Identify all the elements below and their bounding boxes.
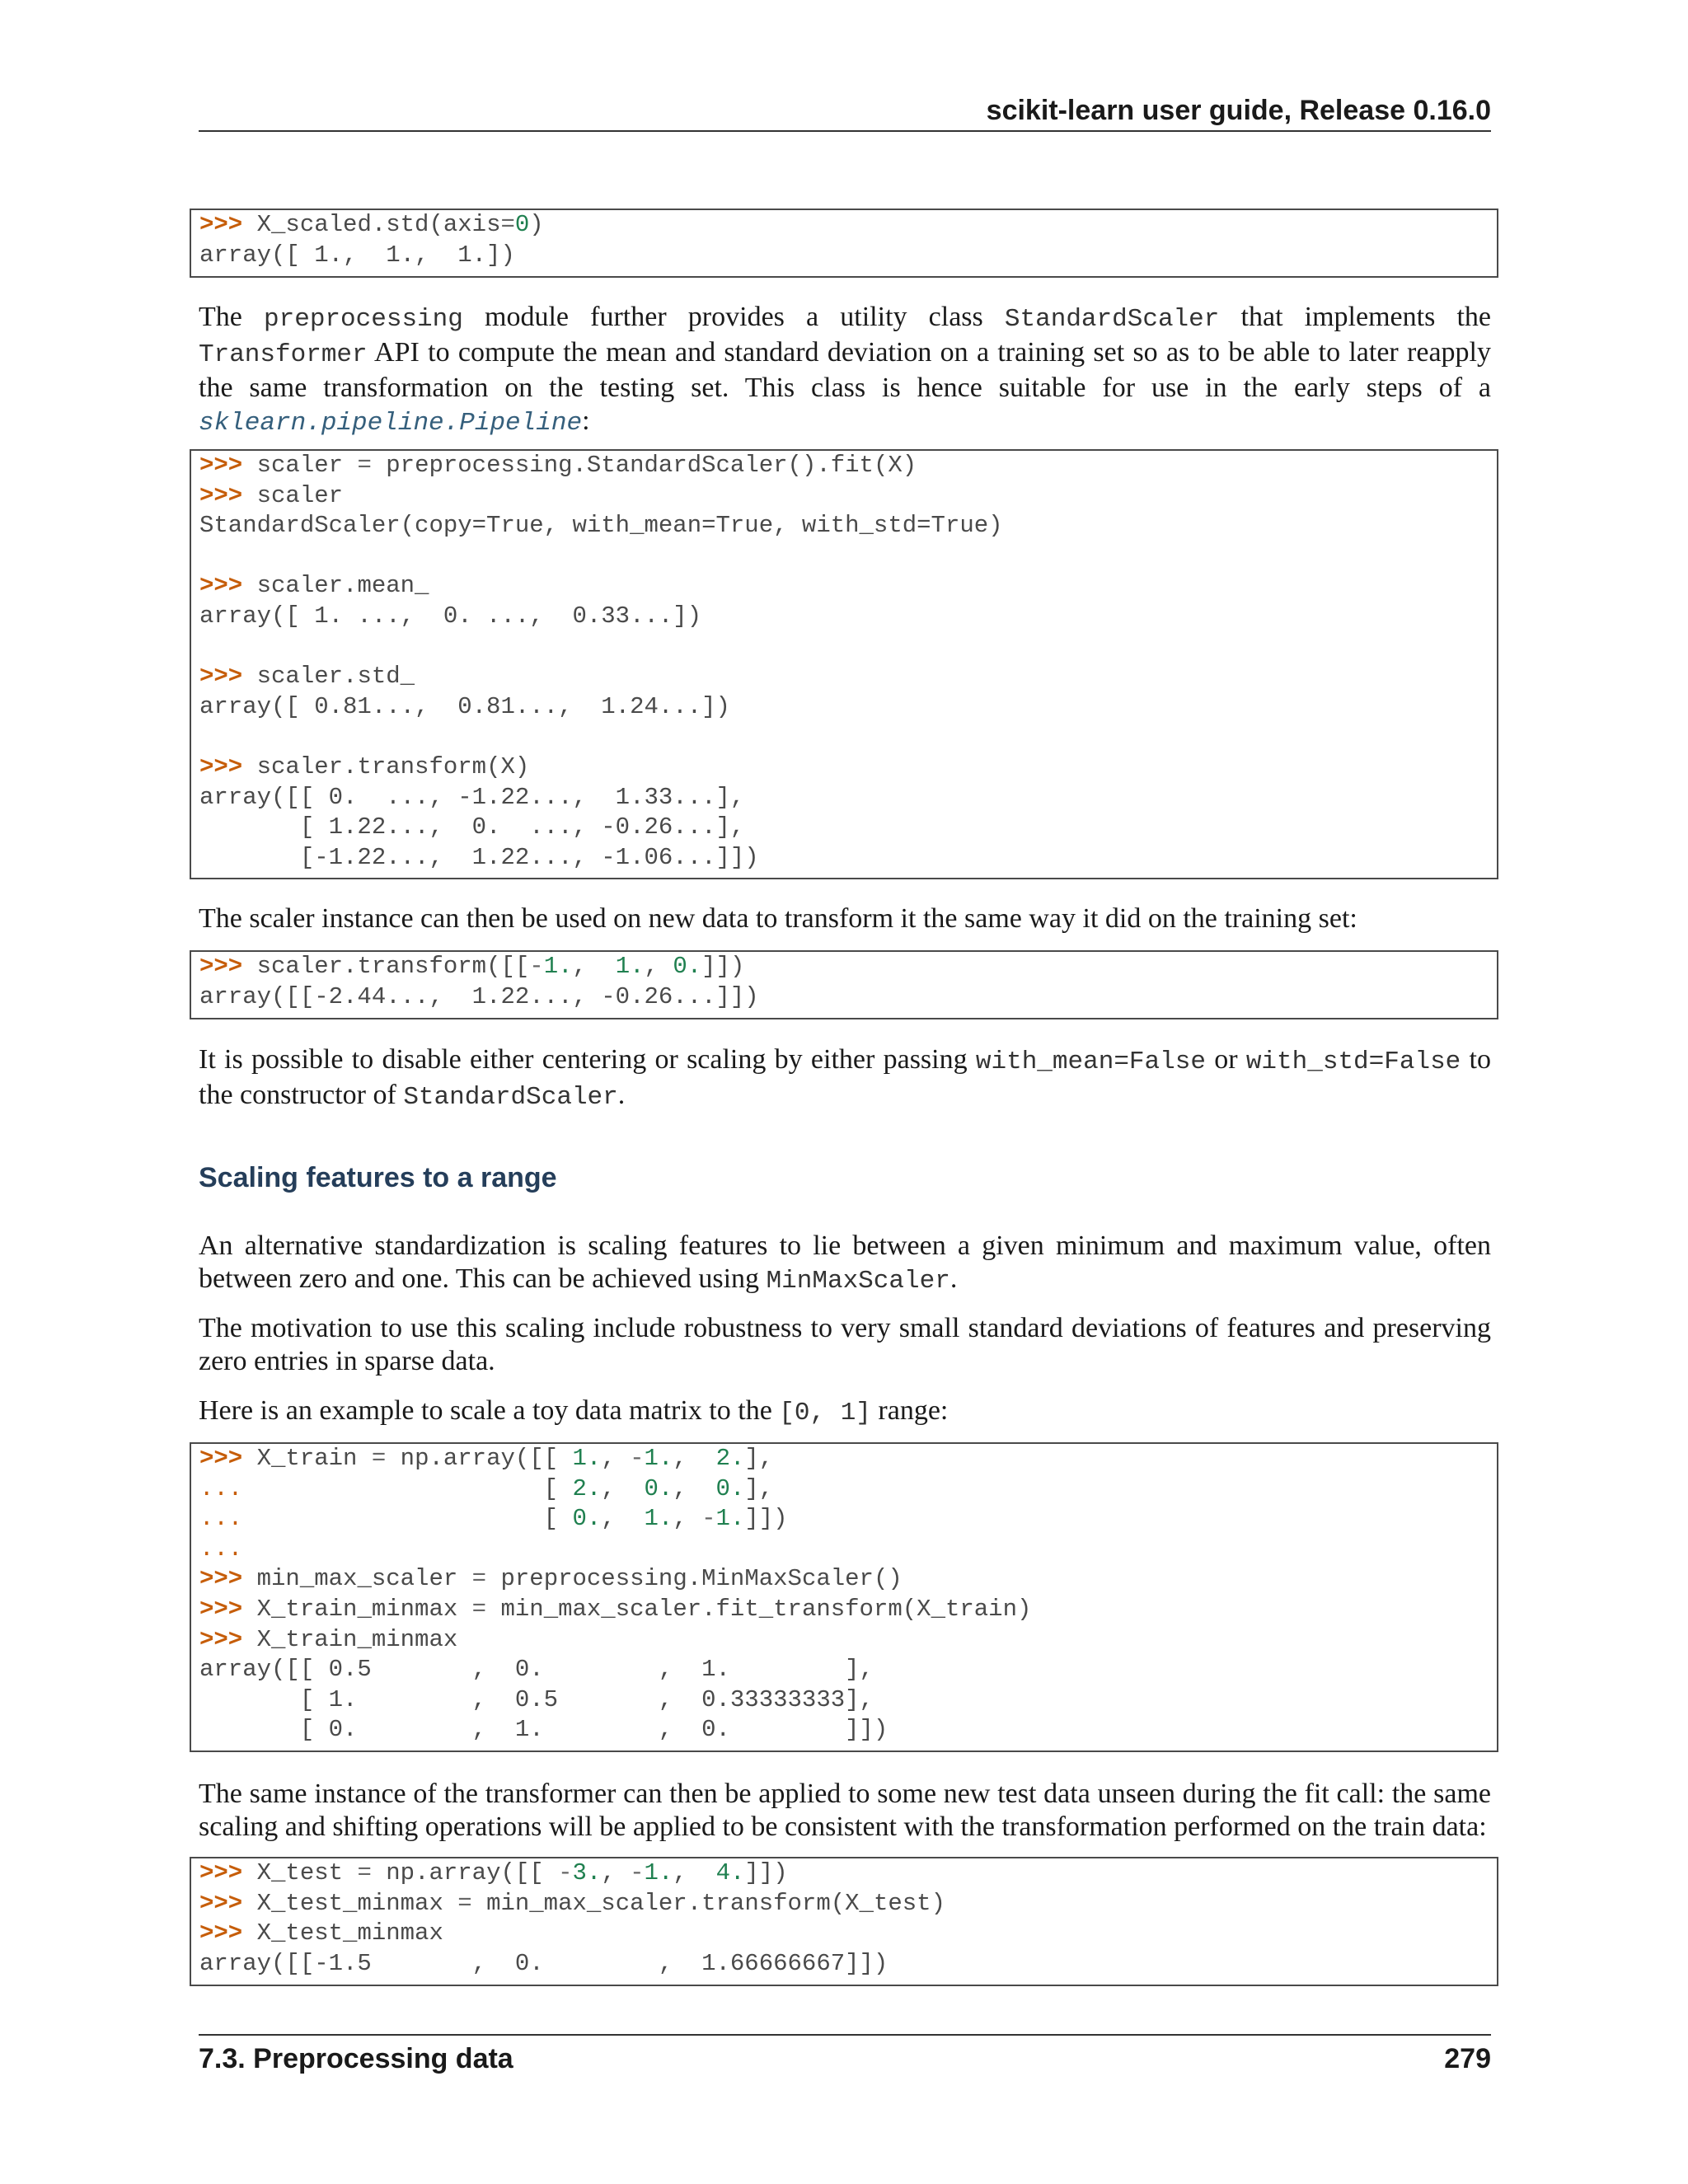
code-token: 1. [644, 1859, 673, 1886]
code-line [199, 632, 1489, 663]
code-line [199, 982, 1489, 1013]
code-token: = [457, 1889, 472, 1917]
code-token: ... [199, 1535, 243, 1563]
code-token: [ 1.22..., 0. ..., -0.26...], [199, 813, 745, 841]
code-token: X_test_minmax [256, 1889, 458, 1917]
code-token: np.array([[ [386, 1445, 573, 1472]
code-line [199, 843, 1489, 874]
code-token: X_train [256, 1445, 372, 1472]
code-token: 0. [673, 953, 702, 980]
code-token: 1. [615, 953, 645, 980]
code-token: 1. [644, 1445, 673, 1472]
paragraph-scaler-instance: The scaler instance can then be used on new data to transform it the same way it did on the training set: [199, 903, 1357, 934]
code-token: = [371, 1445, 387, 1472]
code-token: , [673, 1474, 716, 1502]
paragraph-standard-scaler: The preprocessing module further provides a utility class StandardScaler that implements the Transformer API to compute the mean and standard deviation on a training set so as to be able to later reapply the same transformation on the testing set. This class is hence suitable for use in the early steps of a sklearn.pipeline.Pipeline: [199, 302, 1491, 438]
code-token: , [601, 1474, 645, 1502]
code-token: 1. [715, 1505, 745, 1533]
code-token: , [673, 1505, 702, 1533]
section-heading: Scaling features to a range [199, 1162, 557, 1193]
code-token: X_test_minmax [256, 1919, 443, 1947]
paragraph-motivation: The motivation to use this scaling include robustness to very small standard deviations of features and preserving zero entries in sparse data. [199, 1313, 1491, 1376]
code-token: X_train_minmax [256, 1595, 472, 1623]
code-token: scaler [256, 452, 358, 479]
inline-code: preprocessing [264, 305, 463, 334]
code-token: scaler.transform(X) [256, 752, 530, 780]
code-line [199, 692, 1489, 723]
prompt-token: >>> [199, 1889, 257, 1917]
prompt-token: >>> [199, 1595, 257, 1623]
code-token: array([[-2.44..., 1.22..., -0.26...]]) [199, 982, 759, 1010]
code-line [199, 241, 1489, 271]
page-number: 279 [1444, 2043, 1491, 2074]
code-token: ], [744, 1474, 774, 1502]
code-token: = [471, 1595, 487, 1623]
code-line [199, 1474, 1489, 1505]
code-token: 2. [715, 1445, 745, 1472]
code-token: - [701, 1505, 716, 1533]
code-line [199, 1685, 1489, 1716]
footer-section: 7.3. Preprocessing data [199, 2043, 513, 2074]
code-token: X_scaled.std(axis [256, 211, 501, 238]
code-line [199, 1595, 1489, 1625]
code-block-2 [190, 449, 1498, 879]
code-block-3 [190, 950, 1498, 1019]
code-token: ]]) [744, 1859, 788, 1886]
code-line [199, 451, 1489, 481]
running-footer [199, 2041, 1491, 2077]
inline-code: [0, 1] [779, 1399, 871, 1427]
code-token: [ 0. , 1. , 0. ]]) [199, 1716, 889, 1744]
code-line [199, 602, 1489, 632]
code-token: = [357, 1859, 372, 1886]
code-token: array([ 0.81..., 0.81..., 1.24...]) [199, 692, 730, 720]
code-token: 4. [715, 1859, 745, 1886]
code-block-5 [190, 1857, 1498, 1986]
code-line [199, 1625, 1489, 1656]
code-token: ], [744, 1445, 774, 1472]
prompt-token: >>> [199, 481, 257, 509]
code-token: - [558, 1859, 573, 1886]
code-token: array([[ 0. ..., -1.22..., 1.33...], [199, 783, 745, 811]
code-token: - [630, 1445, 645, 1472]
code-line [199, 722, 1489, 752]
code-token: - [630, 1859, 645, 1886]
prompt-token: >>> [199, 211, 257, 238]
code-line [199, 1655, 1489, 1685]
code-token: 0. [644, 1474, 673, 1502]
code-line [199, 571, 1489, 602]
code-token: scaler.mean_ [256, 572, 429, 600]
paragraph-example-intro: Here is an example to scale a toy data matrix to the [0, 1] range: [199, 1395, 949, 1427]
code-line [199, 1715, 1489, 1746]
code-line [199, 1949, 1489, 1980]
code-token: min_max_scaler.transform(X_test) [471, 1889, 945, 1917]
code-line [199, 1504, 1489, 1535]
footer-rule [199, 2034, 1491, 2036]
code-token: preprocessing.StandardScaler().fit(X) [371, 452, 917, 479]
prompt-token: >>> [199, 1565, 257, 1593]
prompt-token: >>> [199, 752, 257, 780]
code-block-4 [190, 1442, 1498, 1752]
code-line [199, 952, 1489, 982]
code-token: 0. [572, 1505, 602, 1533]
code-token: ... [199, 1474, 243, 1502]
code-line [199, 511, 1489, 541]
prompt-token: >>> [199, 572, 257, 600]
code-line [199, 813, 1489, 843]
code-token: = [500, 211, 515, 238]
prompt-token: >>> [199, 452, 257, 479]
code-token: [-1.22..., 1.22..., -1.06...]]) [199, 843, 759, 871]
code-token: 2. [572, 1474, 602, 1502]
code-token: min_max_scaler [256, 1565, 472, 1593]
code-token: ]]) [744, 1505, 788, 1533]
code-line [199, 1858, 1489, 1889]
pipeline-link[interactable]: sklearn.pipeline.Pipeline [199, 409, 583, 438]
code-token: X_train_minmax [256, 1625, 458, 1653]
code-line [199, 783, 1489, 813]
code-token: array([ 1. ..., 0. ..., 0.33...]) [199, 602, 702, 630]
code-line [199, 1564, 1489, 1595]
code-token: , [673, 1445, 716, 1472]
code-token: , [644, 953, 673, 980]
code-token: X_test [256, 1859, 358, 1886]
code-block-1 [190, 209, 1498, 278]
code-token: [ [242, 1474, 573, 1502]
code-line [199, 1535, 1489, 1565]
code-token: ]]) [701, 953, 745, 980]
code-token: , [572, 953, 616, 980]
code-line [199, 662, 1489, 692]
code-token: scaler [256, 481, 344, 509]
code-token: StandardScaler(copy=True, with_mean=True, with_std=True) [199, 512, 1003, 540]
running-header: scikit-learn user guide, Release 0.16.0 [986, 95, 1491, 126]
code-token: , [601, 1445, 631, 1472]
prompt-token: >>> [199, 1859, 257, 1886]
code-line [199, 1889, 1489, 1919]
code-token: 1. [543, 953, 573, 980]
code-line [199, 1919, 1489, 1949]
code-line [199, 752, 1489, 783]
code-token: array([[-1.5 , 0. , 1.66666667]]) [199, 1949, 889, 1977]
code-token: - [529, 953, 544, 980]
code-line [199, 210, 1489, 241]
inline-code: MinMaxScaler [766, 1267, 950, 1296]
code-token: = [471, 1565, 487, 1593]
prompt-token: >>> [199, 1625, 257, 1653]
code-line [199, 1444, 1489, 1474]
code-token: ... [199, 1505, 243, 1533]
inline-code: with_std=False [1245, 1047, 1461, 1076]
code-token: 1. [572, 1445, 602, 1472]
prompt-token: >>> [199, 1919, 257, 1947]
code-token: 0. [715, 1474, 745, 1502]
inline-code: StandardScaler [1004, 305, 1220, 334]
code-token: 1. [644, 1505, 673, 1533]
code-token: , [601, 1505, 645, 1533]
code-token: scaler.transform([[ [256, 953, 530, 980]
code-token: 0 [514, 211, 530, 238]
inline-code: Transformer [199, 340, 368, 369]
code-token: , [601, 1859, 631, 1886]
code-line [199, 541, 1489, 572]
paragraph-alternative-standardization: An alternative standardization is scaling features to lie between a given minimum and maximum value, often between zero and one. This can be achieved using MinMaxScaler. [199, 1230, 1491, 1296]
inline-code: StandardScaler [403, 1083, 618, 1112]
code-token: [ 1. , 0.5 , 0.33333333], [199, 1685, 874, 1713]
code-token: ) [529, 211, 544, 238]
code-token: = [357, 452, 372, 479]
header-rule [199, 130, 1491, 132]
code-token: [ [242, 1505, 573, 1533]
code-token: , [673, 1859, 716, 1886]
paragraph-disable-centering: It is possible to disable either centering or scaling by either passing with_mean=False or with_std=False to the constructor of StandardScaler. [199, 1044, 1492, 1112]
prompt-token: >>> [199, 1445, 257, 1472]
code-line [199, 481, 1489, 512]
code-token: preprocessing.MinMaxScaler() [486, 1565, 903, 1593]
prompt-token: >>> [199, 953, 257, 980]
code-token: scaler.std_ [256, 663, 415, 691]
code-token: np.array([[ [371, 1859, 559, 1886]
prompt-token: >>> [199, 663, 257, 691]
code-token: 3. [572, 1859, 602, 1886]
code-token: array([ 1., 1., 1.]) [199, 241, 515, 269]
code-token: min_max_scaler.fit_transform(X_train) [486, 1595, 1032, 1623]
paragraph-same-instance: The same instance of the transformer can then be applied to some new test data unseen during the fit call: the same scaling and shifting operations will be applied to be consistent with the transformation performed on the train data: [199, 1779, 1491, 1842]
inline-code: with_mean=False [975, 1047, 1206, 1076]
code-token: array([[ 0.5 , 0. , 1. ], [199, 1656, 874, 1684]
